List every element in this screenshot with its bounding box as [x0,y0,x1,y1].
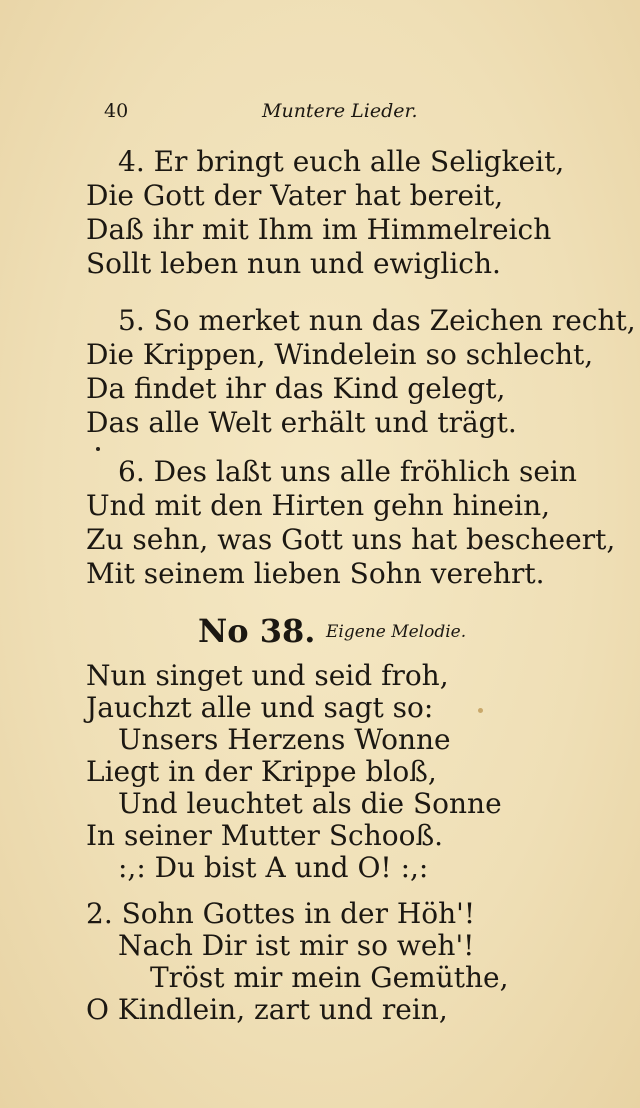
verse-line: 4. Er bringt euch alle Seligkeit, [118,145,565,178]
verse-line: :,: Du bist A und O! :,: [118,851,429,884]
ink-dot [96,447,100,451]
verse-line: Daß ihr mit Ihm im Himmelreich [86,213,552,246]
verse-line: 2. Sohn Gottes in der Höh'! [86,897,476,930]
verse-line: Liegt in der Krippe bloß, [86,755,437,788]
running-title: Muntere Lieder. [262,100,418,122]
verse-line: Sollt leben nun und ewiglich. [86,247,501,280]
verse-line: Tröst mir mein Gemüthe, [150,961,509,994]
verse-line: Nun singet und seid froh, [86,659,449,692]
verse-line: Da findet ihr das Kind gelegt, [86,372,506,405]
verse-line: 5. So merket nun das Zeichen recht, [118,304,636,337]
verse-line: 6. Des laßt uns alle fröhlich sein [118,455,577,488]
hymn-number: No 38. [198,612,316,650]
verse-line: Das alle Welt erhält und trägt. [86,406,517,439]
verse-line: Nach Dir ist mir so weh'! [118,929,475,962]
verse-line: Und leuchtet als die Sonne [118,787,502,820]
verse-line: Die Krippen, Windelein so schlecht, [86,338,594,371]
verse-line: Jauchzt alle und sagt so: [86,691,434,724]
verse-line: Und mit den Hirten gehn hinein, [86,489,550,522]
verse-line: O Kindlein, zart und rein, [86,993,448,1026]
verse-line: Mit seinem lieben Sohn verehrt. [86,557,545,590]
page-header [0,100,640,130]
paper-fleck [478,708,483,713]
verse-line: In seiner Mutter Schooß. [86,819,444,852]
verse-line: Zu sehn, was Gott uns hat bescheert, [86,523,616,556]
page-number: 40 [104,100,129,122]
melody-note: Eigene Melodie. [326,622,467,642]
verse-line: Die Gott der Vater hat bereit, [86,179,504,212]
verse-line: Unsers Herzens Wonne [118,723,451,756]
